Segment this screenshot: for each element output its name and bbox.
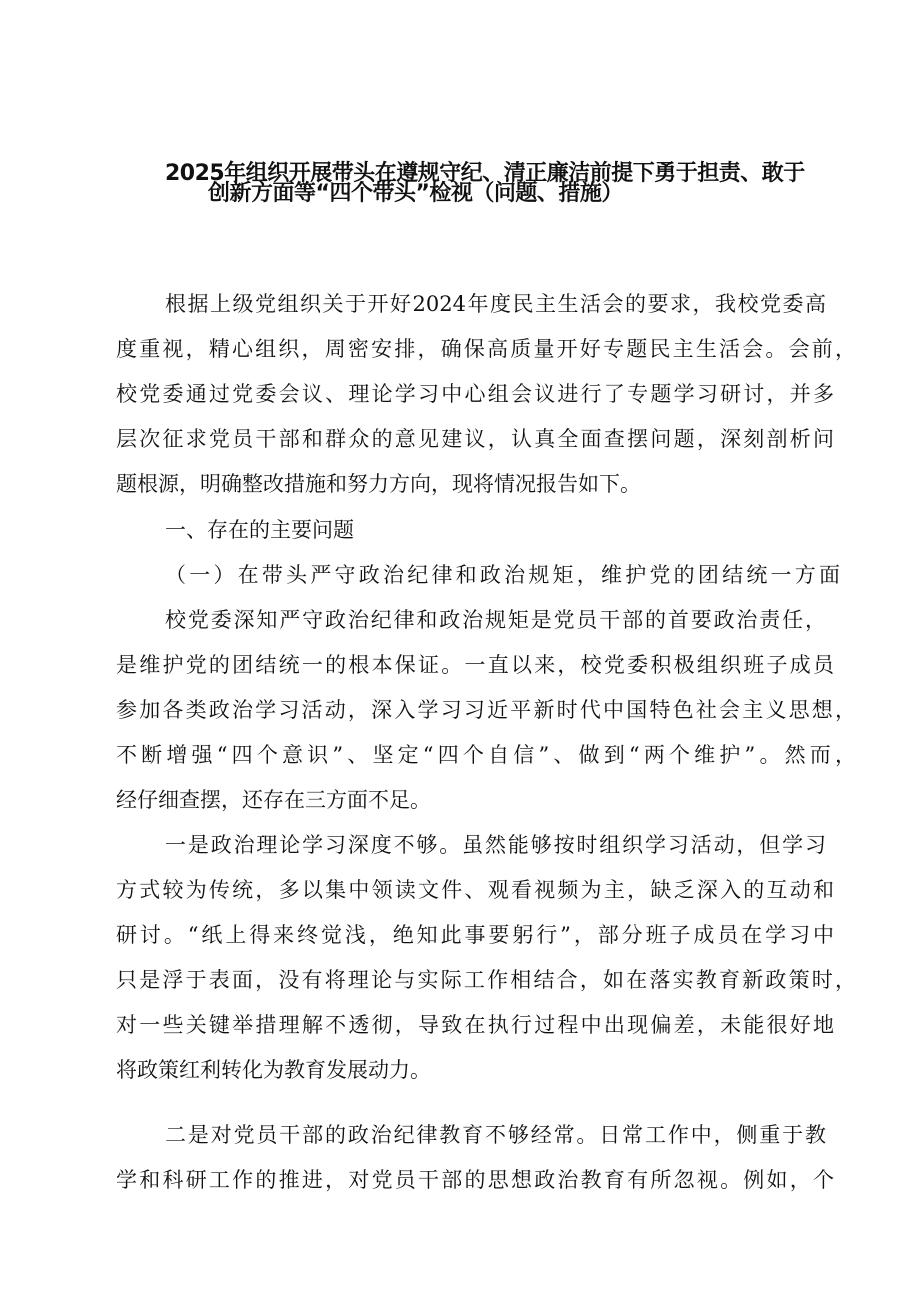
para2-line-4: 只是浮于表面，没有将理论与实际工作相结合，如在落实教育新政策时， — [116, 968, 856, 992]
para3-line-2: 学和科研工作的推进，对党员干部的思想政治教育有所忽视。例如，个 — [116, 1168, 834, 1192]
para1-line-2: 是维护党的团结统一的根本保证。一直以来，校党委积极组织班子成员 — [116, 653, 834, 677]
para1-line-5: 经仔细查摆，还存在三方面不足。 — [116, 788, 431, 812]
intro-line-5: 题根源，明确整改措施和努力方向，现将情况报告如下。 — [116, 472, 641, 496]
document-title-line-2: 创新方面等“四个带头”检视（问题、措施） — [208, 181, 623, 206]
intro-line-1: 根据上级党组织关于开好2024年度民主生活会的要求，我校党委高 — [165, 292, 826, 316]
para1-line-3: 参加各类政治学习活动，深入学习习近平新时代中国特色社会主义思想， — [116, 698, 856, 722]
intro-line-4: 层次征求党员干部和群众的意见建议，认真全面查摆问题，深刻剖析问 — [116, 427, 834, 451]
para1-line-1: 校党委深知严守政治纪律和政治规矩是党员干部的首要政治责任， — [165, 608, 826, 632]
intro-line-3: 校党委通过党委会议、理论学习中心组会议进行了专题学习研讨，并多 — [116, 382, 834, 406]
section-heading: 一、存在的主要问题 — [165, 518, 354, 542]
subsection-heading: （一）在带头严守政治纪律和政治规矩，维护党的团结统一方面 — [165, 563, 840, 587]
para2-line-1: 一是政治理论学习深度不够。虽然能够按时组织学习活动，但学习 — [165, 833, 826, 857]
para2-line-3: 研讨。“纸上得来终觉浅，绝知此事要躬行”，部分班子成员在学习中 — [116, 923, 834, 947]
para2-line-6: 将政策红利转化为教育发展动力。 — [116, 1058, 431, 1082]
intro-line-2: 度重视，精心组织，周密安排，确保高质量开好专题民主生活会。会前， — [116, 337, 856, 361]
para2-line-5: 对一些关键举措理解不透彻，导致在执行过程中出现偏差，未能很好地 — [116, 1013, 834, 1037]
para3-line-1: 二是对党员干部的政治纪律教育不够经常。日常工作中，侧重于教 — [165, 1123, 826, 1147]
document-title-line-1: 2025年组织开展带头在遵规守纪、清正廉洁前提下勇于担责、敢于 — [165, 161, 805, 186]
para1-line-4: 不断增强“四个意识”、坚定“四个自信”、做到“两个维护”。然而， — [116, 743, 856, 767]
para2-line-2: 方式较为传统，多以集中领读文件、观看视频为主，缺乏深入的互动和 — [116, 878, 834, 902]
